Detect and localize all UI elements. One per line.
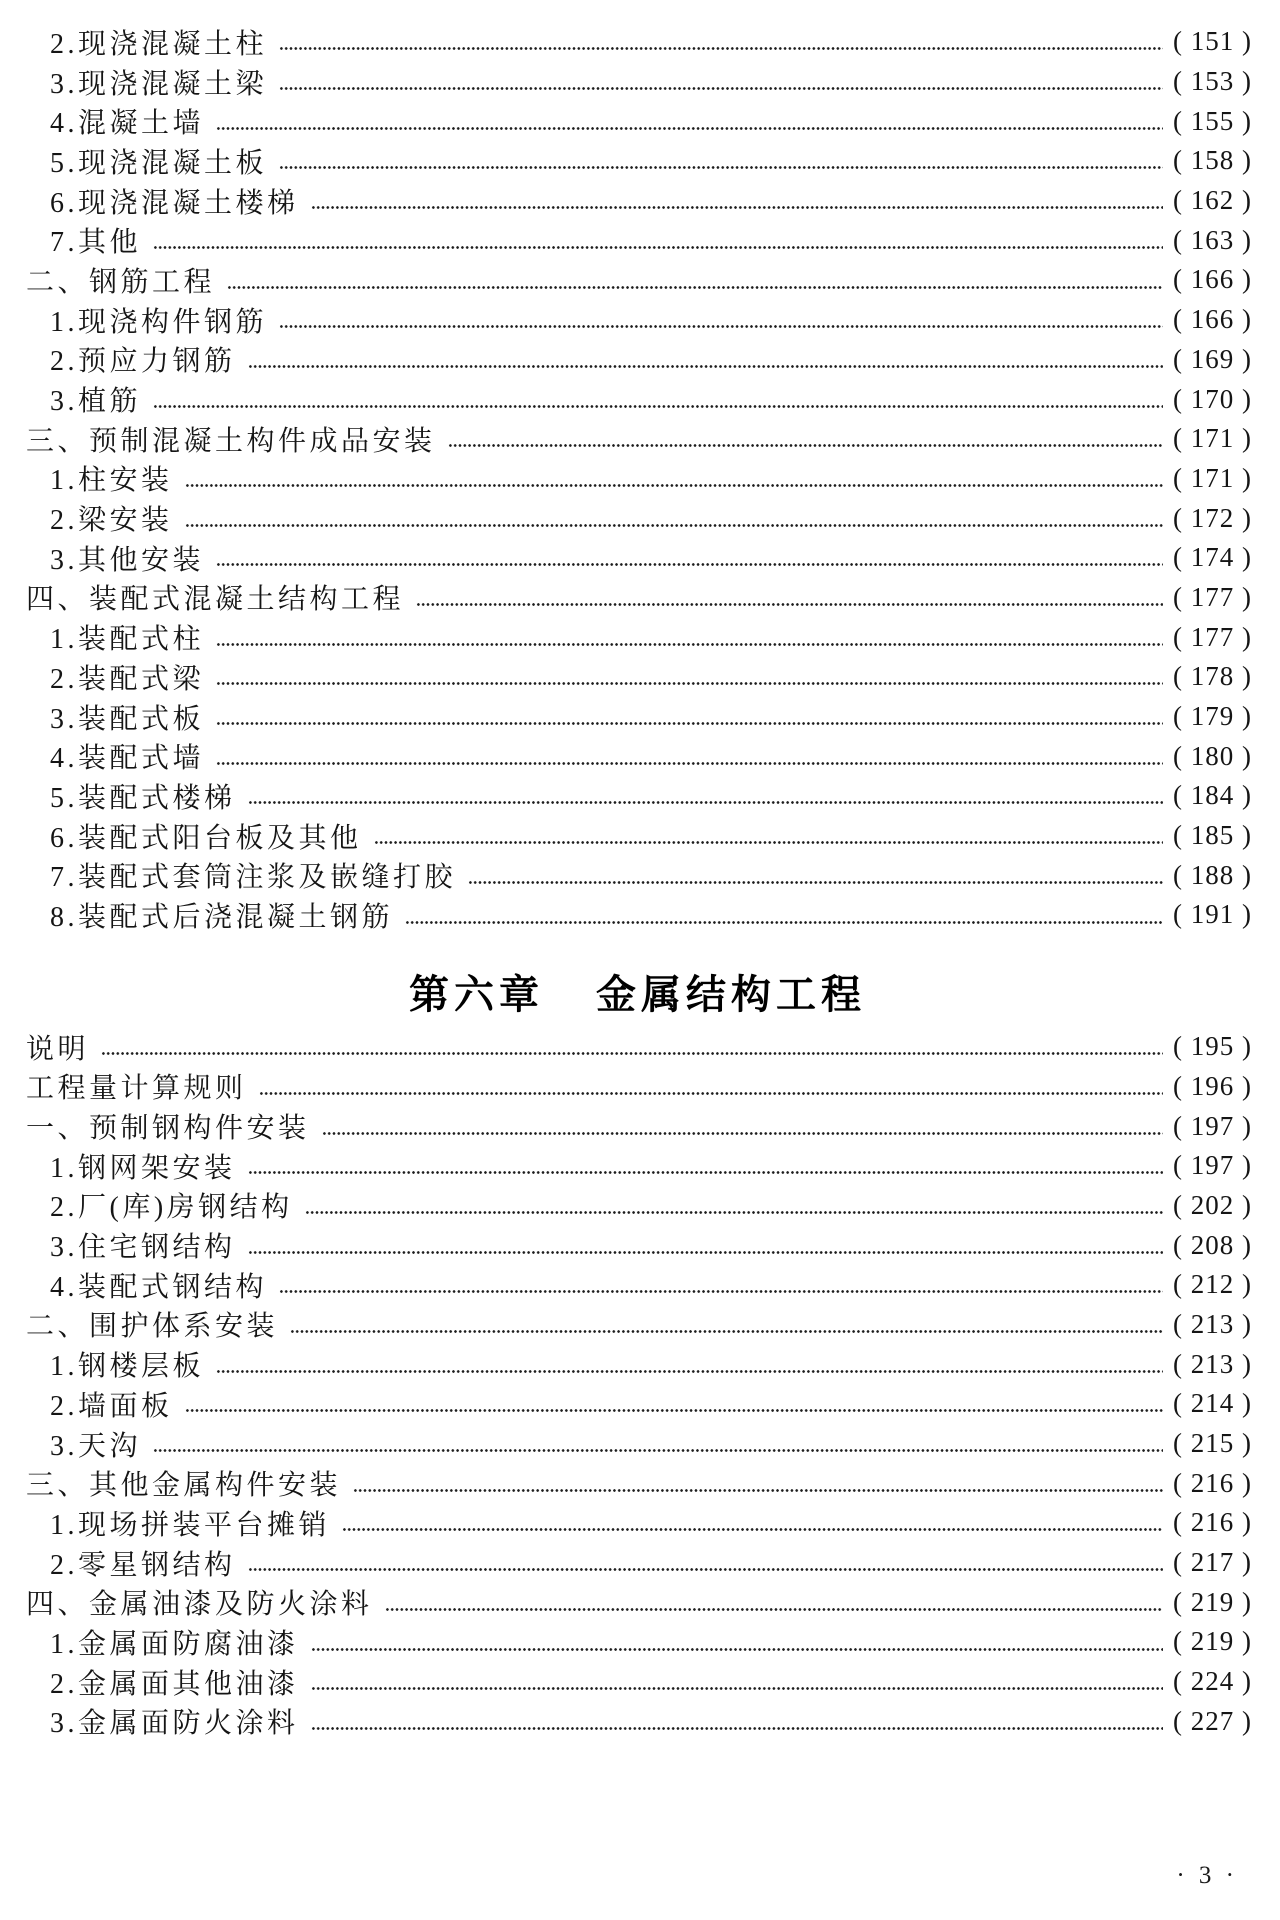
dot-leader — [405, 895, 1163, 935]
dot-leader — [305, 1186, 1163, 1226]
toc-entry — [23, 816, 1252, 856]
toc-entry-label: 三、预制混凝土构件成品安装 — [26, 425, 436, 457]
dot-leader — [248, 340, 1164, 380]
toc-entry-label: 6.装配式阳台板及其他 — [50, 822, 362, 854]
toc-entry-page: ( 217 ) — [1173, 1547, 1252, 1578]
toc-entry — [23, 1702, 1252, 1742]
toc-entry-label: 7.装配式套筒注浆及嵌缝打胶 — [50, 862, 457, 894]
toc-entry — [23, 1463, 1252, 1503]
dot-leader — [374, 816, 1164, 856]
footer-page-number: · 3 · — [1176, 1862, 1238, 1889]
toc-entry-page: ( 214 ) — [1173, 1388, 1252, 1419]
toc-entry-label: 4.装配式墙 — [50, 743, 205, 775]
toc-entry-label: 1.现场拼装平台摊销 — [50, 1509, 331, 1541]
toc-entry-label: 1.装配式柱 — [50, 624, 205, 656]
dot-leader — [248, 1225, 1164, 1265]
toc-entry-page: ( 179 ) — [1173, 701, 1252, 732]
dot-leader — [248, 776, 1164, 816]
table-of-contents — [23, 22, 1252, 1741]
toc-entry-page: ( 195 ) — [1173, 1031, 1252, 1062]
toc-entry-label: 3.现浇混凝土梁 — [50, 68, 268, 100]
toc-entry-page: ( 153 ) — [1173, 66, 1252, 97]
toc-entry-page: ( 171 ) — [1173, 423, 1252, 454]
toc-entry-page: ( 197 ) — [1173, 1110, 1252, 1141]
toc-entry-label: 1.现浇构件钢筋 — [50, 306, 268, 338]
toc-entry — [23, 62, 1252, 102]
dot-leader — [216, 538, 1163, 578]
toc-section-continued — [23, 22, 1252, 935]
toc-entry-page: ( 215 ) — [1173, 1428, 1252, 1459]
toc-entry — [23, 1662, 1252, 1702]
toc-entry — [23, 1622, 1252, 1662]
toc-entry — [23, 340, 1252, 380]
toc-entry-page: ( 212 ) — [1173, 1269, 1252, 1300]
toc-entry — [23, 498, 1252, 538]
dot-leader — [279, 62, 1163, 102]
toc-entry-label: 四、装配式混凝土结构工程 — [26, 584, 405, 616]
toc-entry-page: ( 197 ) — [1173, 1150, 1252, 1181]
chapter-number: 第六章 — [409, 972, 544, 1017]
toc-entry — [23, 538, 1252, 578]
toc-entry-page: ( 166 ) — [1173, 304, 1252, 335]
toc-entry — [23, 617, 1252, 657]
dot-leader — [311, 1702, 1164, 1742]
toc-entry-label: 5.装配式楼梯 — [50, 782, 236, 814]
toc-entry-label: 1.钢网架安装 — [50, 1152, 236, 1184]
toc-entry — [23, 1067, 1252, 1107]
dot-leader — [279, 141, 1163, 181]
toc-entry-label: 1.金属面防腐油漆 — [50, 1628, 299, 1660]
toc-section-chapter6 — [23, 1027, 1252, 1741]
toc-entry-page: ( 213 ) — [1173, 1348, 1252, 1379]
toc-entry-page: ( 166 ) — [1173, 264, 1252, 295]
dot-leader — [216, 697, 1163, 737]
toc-entry — [23, 1582, 1252, 1622]
toc-entry-label: 2.墙面板 — [50, 1390, 173, 1422]
toc-entry — [23, 1265, 1252, 1305]
toc-entry-label: 3.天沟 — [50, 1430, 142, 1462]
toc-entry-label: 说明 — [26, 1033, 90, 1065]
dot-leader — [185, 498, 1164, 538]
dot-leader — [227, 260, 1163, 300]
toc-entry — [23, 1503, 1252, 1543]
toc-entry-page: ( 180 ) — [1173, 740, 1252, 771]
toc-entry-label: 4.装配式钢结构 — [50, 1271, 268, 1303]
toc-entry — [23, 22, 1252, 62]
toc-entry — [23, 101, 1252, 141]
dot-leader — [353, 1463, 1163, 1503]
dot-leader — [259, 1067, 1164, 1107]
toc-entry — [23, 1305, 1252, 1345]
toc-entry — [23, 419, 1252, 459]
toc-entry-label: 2.厂(库)房钢结构 — [50, 1192, 293, 1224]
toc-entry-label: 2.装配式梁 — [50, 663, 205, 695]
toc-entry-page: ( 158 ) — [1173, 145, 1252, 176]
toc-entry-page: ( 191 ) — [1173, 899, 1252, 930]
toc-entry-page: ( 177 ) — [1173, 581, 1252, 612]
toc-entry-page: ( 151 ) — [1173, 26, 1252, 57]
toc-entry-label: 3.植筋 — [50, 386, 142, 418]
toc-entry-page: ( 216 ) — [1173, 1507, 1252, 1538]
toc-entry — [23, 895, 1252, 935]
dot-leader — [290, 1305, 1163, 1345]
toc-entry-label: 3.其他安装 — [50, 544, 205, 576]
toc-entry — [23, 1146, 1252, 1186]
dot-leader — [468, 855, 1163, 895]
dot-leader — [216, 101, 1163, 141]
dot-leader — [153, 379, 1163, 419]
toc-entry-label: 3.金属面防火涂料 — [50, 1708, 299, 1740]
toc-entry — [23, 1424, 1252, 1464]
toc-entry-page: ( 177 ) — [1173, 621, 1252, 652]
toc-entry — [23, 1106, 1252, 1146]
toc-entry — [23, 855, 1252, 895]
toc-entry-page: ( 227 ) — [1173, 1705, 1252, 1736]
toc-entry-label: 4.混凝土墙 — [50, 108, 205, 140]
dot-leader — [342, 1503, 1163, 1543]
dot-leader — [311, 1622, 1164, 1662]
dot-leader — [101, 1027, 1163, 1067]
chapter-heading — [23, 965, 1252, 1025]
toc-entry-label: 2.金属面其他油漆 — [50, 1668, 299, 1700]
toc-entry-label: 5.现浇混凝土板 — [50, 147, 268, 179]
toc-entry-page: ( 172 ) — [1173, 502, 1252, 533]
toc-entry — [23, 1384, 1252, 1424]
toc-entry-label: 二、钢筋工程 — [26, 266, 216, 298]
toc-entry — [23, 736, 1252, 776]
toc-entry-page: ( 219 ) — [1173, 1626, 1252, 1657]
toc-entry-page: ( 162 ) — [1173, 185, 1252, 216]
toc-entry-label: 2.零星钢结构 — [50, 1549, 236, 1581]
dot-leader — [279, 22, 1163, 62]
toc-entry-page: ( 163 ) — [1173, 224, 1252, 255]
dot-leader — [216, 736, 1163, 776]
toc-entry-label: 1.柱安装 — [50, 465, 173, 497]
toc-entry — [23, 379, 1252, 419]
toc-entry-label: 工程量计算规则 — [26, 1073, 247, 1105]
toc-entry — [23, 181, 1252, 221]
dot-leader — [216, 617, 1163, 657]
toc-entry-label: 2.现浇混凝土柱 — [50, 28, 268, 60]
toc-entry — [23, 1225, 1252, 1265]
toc-entry-label: 8.装配式后浇混凝土钢筋 — [50, 901, 394, 933]
dot-leader — [153, 1424, 1163, 1464]
toc-entry — [23, 657, 1252, 697]
dot-leader — [248, 1543, 1164, 1583]
toc-entry-page: ( 196 ) — [1173, 1070, 1252, 1101]
toc-entry-label: 2.梁安装 — [50, 505, 173, 537]
toc-entry-label: 3.装配式板 — [50, 703, 205, 735]
toc-entry-page: ( 178 ) — [1173, 661, 1252, 692]
toc-entry-page: ( 224 ) — [1173, 1666, 1252, 1697]
toc-entry-page: ( 208 ) — [1173, 1229, 1252, 1260]
toc-entry-page: ( 213 ) — [1173, 1308, 1252, 1339]
toc-entry — [23, 300, 1252, 340]
toc-entry-page: ( 155 ) — [1173, 105, 1252, 136]
dot-leader — [311, 181, 1164, 221]
dot-leader — [322, 1106, 1164, 1146]
toc-entry-page: ( 184 ) — [1173, 780, 1252, 811]
toc-entry-label: 三、其他金属构件安装 — [26, 1470, 342, 1502]
dot-leader — [216, 657, 1163, 697]
dot-leader — [416, 578, 1163, 618]
toc-entry — [23, 459, 1252, 499]
dot-leader — [153, 220, 1163, 260]
dot-leader — [385, 1582, 1164, 1622]
toc-entry — [23, 220, 1252, 260]
toc-entry-page: ( 174 ) — [1173, 542, 1252, 573]
chapter-title: 金属结构工程 — [596, 972, 866, 1017]
toc-entry-page: ( 185 ) — [1173, 820, 1252, 851]
dot-leader — [311, 1662, 1164, 1702]
toc-entry — [23, 776, 1252, 816]
dot-leader — [248, 1146, 1164, 1186]
toc-entry — [23, 1344, 1252, 1384]
toc-entry-page: ( 219 ) — [1173, 1586, 1252, 1617]
toc-entry-label: 二、围护体系安装 — [26, 1311, 279, 1343]
toc-entry — [23, 697, 1252, 737]
dot-leader — [185, 459, 1164, 499]
toc-entry-label: 四、金属油漆及防火涂料 — [26, 1589, 373, 1621]
toc-entry — [23, 1543, 1252, 1583]
toc-entry — [23, 141, 1252, 181]
toc-entry-page: ( 170 ) — [1173, 383, 1252, 414]
toc-entry-label: 2.预应力钢筋 — [50, 346, 236, 378]
dot-leader — [185, 1384, 1164, 1424]
toc-entry — [23, 1186, 1252, 1226]
toc-entry-label: 6.现浇混凝土楼梯 — [50, 187, 299, 219]
toc-entry-label: 一、预制钢构件安装 — [26, 1113, 310, 1145]
dot-leader — [448, 419, 1164, 459]
toc-entry-page: ( 169 ) — [1173, 343, 1252, 374]
toc-entry-label: 1.钢楼层板 — [50, 1351, 205, 1383]
toc-entry — [23, 260, 1252, 300]
toc-entry — [23, 578, 1252, 618]
toc-entry-page: ( 171 ) — [1173, 462, 1252, 493]
toc-entry-page: ( 202 ) — [1173, 1189, 1252, 1220]
toc-entry-page: ( 188 ) — [1173, 859, 1252, 890]
dot-leader — [216, 1344, 1163, 1384]
dot-leader — [279, 300, 1163, 340]
toc-entry-label: 3.住宅钢结构 — [50, 1232, 236, 1264]
dot-leader — [279, 1265, 1163, 1305]
toc-entry-label: 7.其他 — [50, 227, 142, 259]
toc-entry-page: ( 216 ) — [1173, 1467, 1252, 1498]
toc-entry — [23, 1027, 1252, 1067]
